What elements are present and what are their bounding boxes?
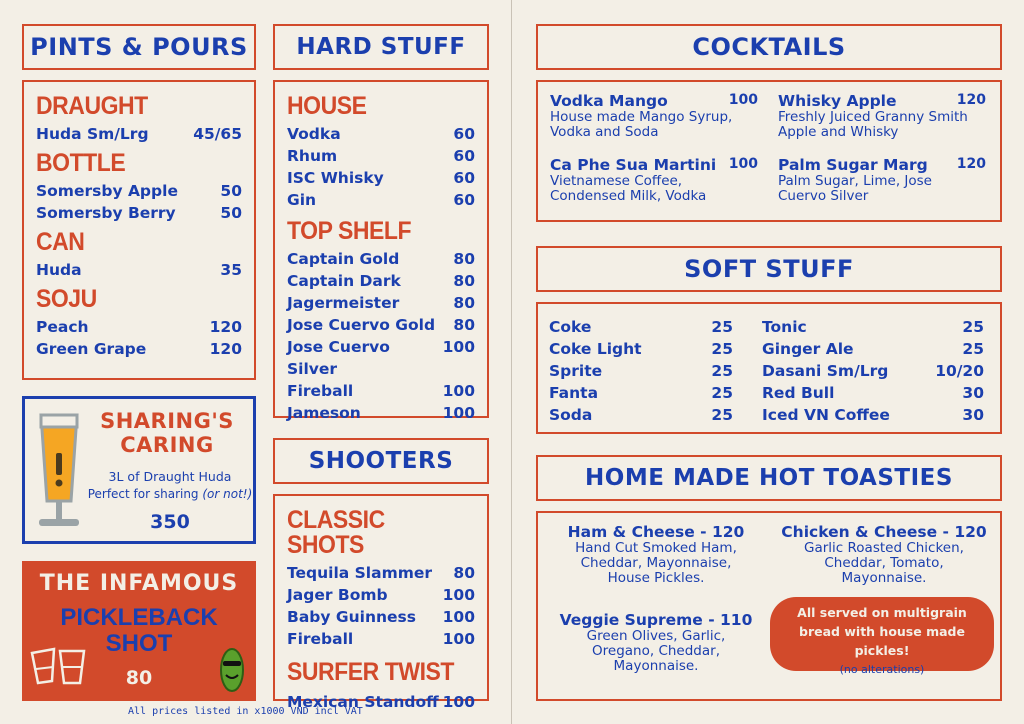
cocktail-item xyxy=(778,156,986,204)
item-price: 25 xyxy=(962,340,984,358)
item-name: Ginger Ale xyxy=(762,340,854,358)
hard-title: HARD STUFF xyxy=(296,34,466,60)
item-name: Peach xyxy=(36,318,89,336)
sharing-line2 xyxy=(75,487,265,501)
sharing-price: 350 xyxy=(150,511,190,533)
cocktail-price: 100 xyxy=(728,156,758,172)
item-name: Red Bull xyxy=(762,384,835,402)
item-name: Fanta xyxy=(549,384,599,402)
menu-row xyxy=(762,360,984,382)
pickleback-box xyxy=(22,561,256,701)
item-name: Captain Gold xyxy=(287,250,400,268)
soft-left-col xyxy=(549,316,733,426)
toastie-desc: Oregano, Cheddar, xyxy=(592,643,720,659)
cocktails-title-box xyxy=(536,24,1002,70)
toastie-desc: Green Olives, Garlic, xyxy=(586,628,726,644)
hard-list-box xyxy=(273,80,489,422)
cocktail-desc: Freshly Juiced Granny Smith xyxy=(778,109,968,125)
item-price: 35 xyxy=(220,261,242,279)
toastie-desc: Cheddar, Mayonnaise, xyxy=(580,555,732,571)
item-price: 60 xyxy=(453,125,475,143)
menu-row xyxy=(287,402,475,424)
menu-row xyxy=(287,292,475,314)
menu-row xyxy=(762,316,984,338)
item-name: Baby Guinness xyxy=(287,608,416,626)
draught-heading: DRAUGHT xyxy=(36,92,148,120)
item-price: 25 xyxy=(962,318,984,336)
cocktail-desc: Palm Sugar, Lime, Jose xyxy=(778,173,932,189)
pints-title-box xyxy=(22,24,256,70)
item-price: 80 xyxy=(453,294,475,312)
menu-row xyxy=(287,562,475,584)
item-price: 60 xyxy=(453,169,475,187)
toasties-list-box xyxy=(536,511,1002,701)
item-price: 100 xyxy=(442,338,475,356)
item-name: Sprite xyxy=(549,362,603,380)
cocktail-item xyxy=(550,156,758,204)
item-name: Coke xyxy=(549,318,592,336)
soft-title-box xyxy=(536,246,1002,292)
cocktail-desc: House made Mango Syrup, xyxy=(550,109,733,125)
bottle-heading: BOTTLE xyxy=(36,149,126,177)
menu-row xyxy=(287,145,475,167)
item-name: Jager Bomb xyxy=(287,586,388,604)
item-price: 100 xyxy=(442,630,475,648)
cocktail-price: 120 xyxy=(956,92,986,108)
item-price: 25 xyxy=(711,340,733,358)
sharing-line1: 3L of Draught Huda xyxy=(108,469,232,484)
item-price: 30 xyxy=(962,406,984,424)
item-price: 60 xyxy=(453,147,475,165)
item-price: 80 xyxy=(453,272,475,290)
item-name: Soda xyxy=(549,406,593,424)
item-price: 100 xyxy=(442,693,475,711)
item-price: 80 xyxy=(453,564,475,582)
item-price: 50 xyxy=(220,182,242,200)
menu-row xyxy=(762,382,984,404)
pickleback-price: 80 xyxy=(125,667,153,689)
item-name: Mexican Standoff xyxy=(287,693,439,711)
item-name: Tonic xyxy=(762,318,807,336)
menu-row xyxy=(287,167,475,189)
menu-row xyxy=(36,123,242,145)
cocktail-item xyxy=(550,92,758,140)
item-name: Somersby Apple xyxy=(36,182,178,200)
cocktail-price: 100 xyxy=(728,92,758,108)
toastie-item xyxy=(546,523,766,586)
menu-row xyxy=(36,338,242,360)
menu-row xyxy=(762,338,984,360)
soft-list-box xyxy=(536,302,1002,434)
cocktail-name: Ca Phe Sua Martini xyxy=(550,156,717,174)
toastie-no-alterations: (no alterations) xyxy=(839,663,925,676)
menu-row xyxy=(287,123,475,145)
soju-heading: SOJU xyxy=(36,285,97,313)
menu-row xyxy=(287,248,475,270)
item-name: Jose Cuervo Silver xyxy=(287,338,390,378)
item-name: Fireball xyxy=(287,382,354,400)
menu-row xyxy=(36,202,242,224)
item-price: 25 xyxy=(711,362,733,380)
item-name: Vodka xyxy=(287,125,341,143)
toastie-note-badge xyxy=(770,597,994,671)
toastie-note-line: pickles! xyxy=(854,643,910,658)
hard-title-box xyxy=(273,24,489,70)
item-price: 50 xyxy=(220,204,242,222)
shooters-title-box xyxy=(273,438,489,484)
item-price: 45/65 xyxy=(193,125,242,143)
menu-row xyxy=(287,189,475,211)
cocktail-name: Palm Sugar Marg xyxy=(778,156,928,174)
menu-row xyxy=(36,316,242,338)
classic-shots-heading: CLASSIC SHOTS xyxy=(287,506,385,559)
toastie-desc: Mayonnaise. xyxy=(613,658,699,674)
toastie-desc: Mayonnaise. xyxy=(841,570,927,586)
page-fold-divider xyxy=(511,0,512,724)
cocktail-price: 120 xyxy=(956,156,986,172)
pickleback-subtitle2: SHOT xyxy=(105,630,173,657)
menu-row xyxy=(287,584,475,606)
toastie-note-line: All served on multigrain xyxy=(797,605,967,620)
cocktail-item xyxy=(778,92,986,140)
item-name: Coke Light xyxy=(549,340,642,358)
menu-row xyxy=(762,404,984,426)
sharing-line2-aside: (or not!) xyxy=(202,487,253,501)
cocktail-desc: Condensed Milk, Vodka xyxy=(550,188,707,204)
item-name: Fireball xyxy=(287,630,354,648)
can-heading: CAN xyxy=(36,228,85,256)
shot-glasses-icon xyxy=(28,645,92,689)
toasties-title: HOME MADE HOT TOASTIES xyxy=(585,465,953,491)
soft-right-col xyxy=(762,316,984,426)
item-name: Captain Dark xyxy=(287,272,401,290)
toastie-name: Chicken & Cheese - 120 xyxy=(781,523,987,541)
item-price: 100 xyxy=(442,404,475,422)
pickleback-subtitle1: PICKLEBACK xyxy=(60,604,218,631)
soft-title: SOFT STUFF xyxy=(684,255,854,283)
toastie-item xyxy=(772,523,996,586)
menu-row xyxy=(549,338,733,360)
menu-row xyxy=(287,270,475,292)
sharing-line2-text: Perfect for sharing xyxy=(87,487,203,501)
menu-row xyxy=(549,316,733,338)
item-price: 100 xyxy=(442,586,475,604)
pints-list-box xyxy=(22,80,256,380)
shooters-list-box xyxy=(273,494,489,711)
pints-title: PINTS & POURS xyxy=(30,33,248,61)
pickle-icon xyxy=(216,645,248,695)
item-name: ISC Whisky xyxy=(287,169,384,187)
item-price: 25 xyxy=(711,384,733,402)
toastie-desc: House Pickles. xyxy=(607,570,705,586)
menu-row xyxy=(287,314,475,336)
menu-row xyxy=(287,606,475,628)
item-name: Iced VN Coffee xyxy=(762,406,890,424)
item-price: 60 xyxy=(453,191,475,209)
cocktail-desc: Cuervo Silver xyxy=(778,188,869,204)
menu-row xyxy=(36,180,242,202)
item-price: 25 xyxy=(711,406,733,424)
cocktails-title: COCKTAILS xyxy=(692,33,846,61)
cocktail-desc: Apple and Whisky xyxy=(778,124,899,140)
item-name: Jameson xyxy=(287,404,361,422)
menu-row xyxy=(549,404,733,426)
toastie-desc: Garlic Roasted Chicken, xyxy=(804,540,964,556)
cocktail-desc: Vietnamese Coffee, xyxy=(550,173,683,189)
house-heading: HOUSE xyxy=(287,92,367,120)
item-name: Jose Cuervo Gold xyxy=(287,316,436,334)
item-name: Tequila Slammer xyxy=(287,564,433,582)
menu-row xyxy=(549,382,733,404)
item-name: Somersby Berry xyxy=(36,204,176,222)
toastie-name: Ham & Cheese - 120 xyxy=(567,523,745,541)
menu-row xyxy=(287,336,475,380)
menu-row xyxy=(549,360,733,382)
toasties-title-box xyxy=(536,455,1002,501)
toastie-desc: Cheddar, Tomato, xyxy=(824,555,944,571)
item-name: Huda Sm/Lrg xyxy=(36,125,149,143)
item-price: 100 xyxy=(442,608,475,626)
cocktails-list-box xyxy=(536,80,1002,222)
menu-row xyxy=(287,380,475,402)
shooters-title: SHOOTERS xyxy=(308,448,454,474)
toastie-desc: Hand Cut Smoked Ham, xyxy=(575,540,737,556)
cocktail-desc: Vodka and Soda xyxy=(550,124,659,140)
item-name: Jagermeister xyxy=(287,294,400,312)
cocktail-name: Whisky Apple xyxy=(778,92,897,110)
item-price: 80 xyxy=(453,250,475,268)
toastie-item xyxy=(546,611,766,674)
sharing-title: SHARING'S CARING xyxy=(100,409,234,457)
surfer-twist-heading: SURFER TWIST xyxy=(287,658,454,686)
top-shelf-heading: TOP SHELF xyxy=(287,217,412,245)
item-price: 10/20 xyxy=(935,362,984,380)
menu-row xyxy=(36,259,242,281)
item-name: Dasani Sm/Lrg xyxy=(762,362,889,380)
item-price: 80 xyxy=(453,316,475,334)
item-price: 30 xyxy=(962,384,984,402)
item-name: Huda xyxy=(36,261,82,279)
pickleback-title: THE INFAMOUS xyxy=(39,571,239,596)
toastie-name: Veggie Supreme - 110 xyxy=(559,611,753,629)
menu-row xyxy=(287,691,475,713)
menu-row xyxy=(287,628,475,650)
item-price: 120 xyxy=(209,318,242,336)
item-price: 100 xyxy=(442,382,475,400)
toastie-note-line: bread with house made xyxy=(799,624,965,639)
footer-note: All prices listed in x1000 VND incl VAT xyxy=(128,706,363,717)
item-name: Rhum xyxy=(287,147,338,165)
item-price: 120 xyxy=(209,340,242,358)
sharing-box xyxy=(22,396,256,544)
item-name: Green Grape xyxy=(36,340,147,358)
cocktail-name: Vodka Mango xyxy=(550,92,668,110)
item-name: Gin xyxy=(287,191,317,209)
item-price: 25 xyxy=(711,318,733,336)
